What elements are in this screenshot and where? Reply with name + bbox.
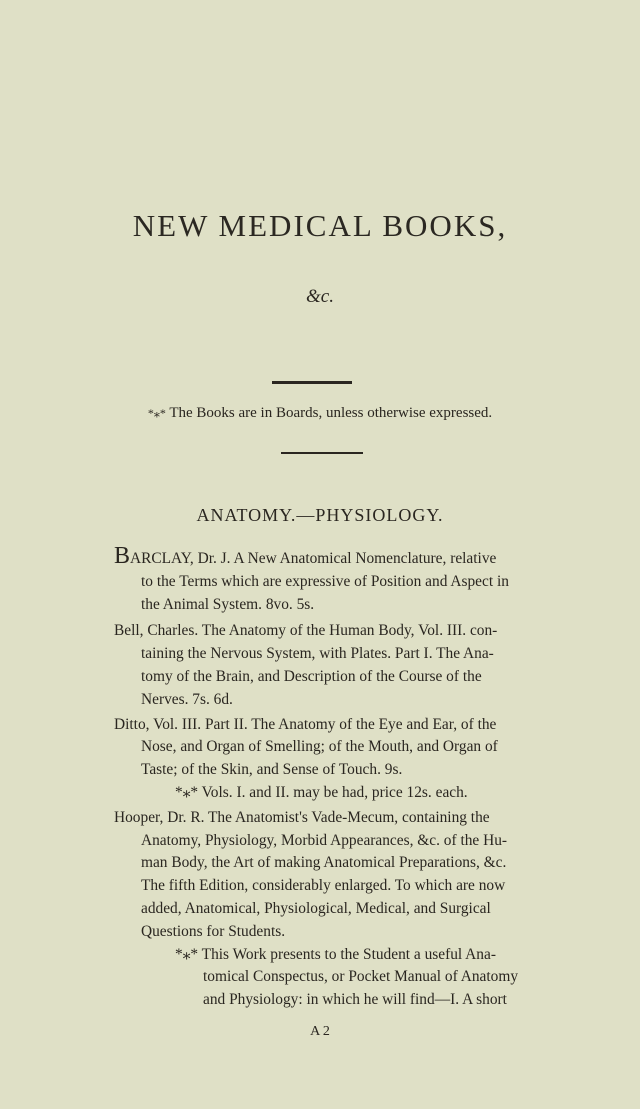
- entry-line: Nose, and Organ of Smelling; of the Mouth, and Organ of: [141, 738, 498, 756]
- entry-line: tomy of the Brain, and Description of the Course of the: [141, 667, 482, 685]
- entry-line: Taste; of the Skin, and Sense of Touch. 9s.: [141, 761, 403, 779]
- drop-cap: B: [114, 543, 131, 569]
- section-heading: ANATOMY.—PHYSIOLOGY.: [196, 505, 444, 525]
- entry-line: A New Anatomical Nomenclature, relative: [233, 550, 497, 567]
- book-entry-ditto: [114, 714, 534, 805]
- asterism-icon: *⁎*: [175, 783, 199, 801]
- entry-line: Questions for Students.: [141, 922, 286, 940]
- subnote-text: Vols. I. and II. may be had, price 12s. each.: [201, 783, 468, 801]
- page-title: NEW MEDICAL BOOKS,: [132, 208, 508, 243]
- entry-line: Nerves. 7s. 6d.: [141, 690, 233, 708]
- entry-line: added, Anatomical, Physiological, Medical, and Surgical: [141, 899, 491, 917]
- page-subtitle: &c.: [306, 286, 334, 307]
- book-entries: [114, 545, 534, 1012]
- subnote-line: and Physiology: in which he will find—I. A short: [203, 991, 507, 1009]
- entry-line: The Anatomist's Vade-Mecum, containing the: [208, 808, 490, 826]
- entry-line: The Anatomy of the Human Body, Vol. III. con-: [201, 622, 498, 640]
- signature-mark: A 2: [310, 1024, 330, 1039]
- entry-head: ARCLAY, Dr. J.: [130, 550, 231, 567]
- entry-line: the Animal System. 8vo. 5s.: [141, 595, 315, 613]
- book-entry-bell: [114, 620, 534, 711]
- asterism-icon: *⁎*: [175, 945, 199, 963]
- entry-line: to the Terms which are expressive of Position and Aspect in: [141, 572, 509, 590]
- hooper-subnote: [141, 944, 534, 1012]
- subnote-line: tomical Conspectus, or Pocket Manual of Anatomy: [203, 968, 519, 986]
- bell-subnote: [141, 782, 534, 805]
- ornamental-rule-top: [272, 381, 352, 384]
- entry-line: Anatomy, Physiology, Morbid Appearances, &c. of the Hu-: [141, 831, 508, 849]
- boards-note: [0, 405, 640, 422]
- subnote-line: This Work presents to the Student a useful Ana-: [201, 945, 496, 963]
- entry-line: The fifth Edition, considerably enlarged. To which are now: [141, 877, 506, 895]
- entry-head: Bell, Charles.: [114, 622, 199, 640]
- asterism-icon: *⁎*: [147, 406, 166, 420]
- boards-note-text: The Books are in Boards, unless otherwise expressed.: [169, 405, 493, 421]
- entry-head: Hooper, Dr. R.: [114, 808, 205, 826]
- entry-line: taining the Nervous System, with Plates. Part I. The Ana-: [141, 645, 494, 663]
- book-entry-barclay: [114, 545, 534, 616]
- entry-head: Ditto,: [114, 715, 150, 733]
- entry-line: Vol. III. Part II. The Anatomy of the Eye and Ear, of the: [153, 715, 497, 733]
- entry-line: man Body, the Art of making Anatomical Preparations, &c.: [141, 854, 507, 872]
- ornamental-rule-bottom: [281, 452, 363, 454]
- book-entry-hooper: [114, 807, 534, 1012]
